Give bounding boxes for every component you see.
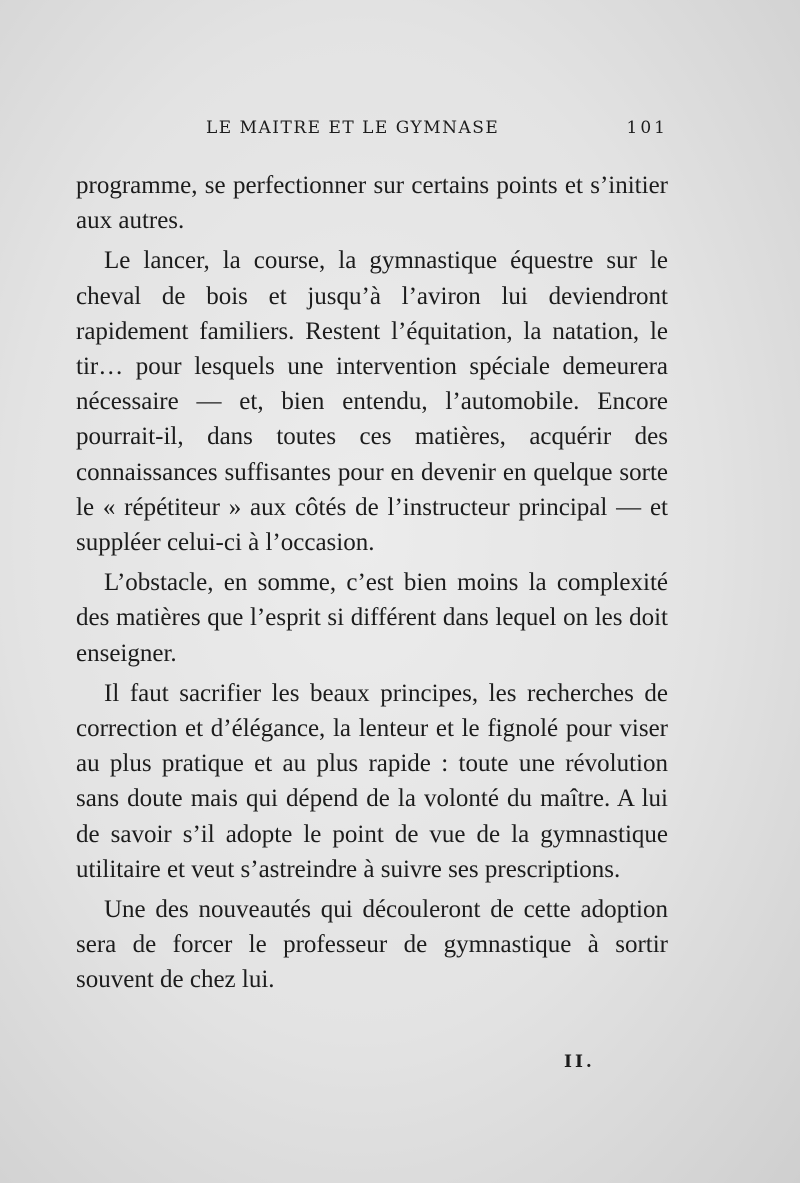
paragraph: L’obstacle, en somme, c’est bien moins la complexité des matières que l’esprit si différent dans lequel on les doit enseigner. — [76, 569, 668, 667]
running-title: LE MAITRE ET LE GYMNASE — [206, 118, 500, 138]
body-text — [76, 168, 668, 998]
page-number: 101 — [626, 118, 668, 138]
paragraph: Le lancer, la course, la gymnastique équestre sur le cheval de bois et jusqu’à l’aviron lui deviendront rapidement familiers. Restent l’équitation, la natation, le tir… pour lesquels une intervention spéciale demeurera nécessaire — et, bien entendu, l’automobile. Encore pourrait-il, dans toutes ces matières, acquérir des connaissances suffisantes pour en devenir en quelque sorte le « répétiteur » aux côtés de l’instructeur principal — et suppléer celui-ci à l’occasion. — [76, 247, 668, 557]
paragraph: Une des nouveautés qui découleront de cette adoption sera de forcer le professeur de gymnastique à sortir souvent de chez lui. — [76, 896, 668, 994]
paragraph-continued: programme, se perfectionner sur certains points et s’initier aux autres. — [76, 172, 668, 235]
signature-mark: II. — [564, 1052, 595, 1072]
paragraph: Il faut sacrifier les beaux principes, les recherches de correction et d’élégance, la lenteur et le fignolé pour viser au plus pratique et au plus rapide : toute une révolution sans doute mais qui dépend de la volonté du maître. A lui de savoir s’il adopte le point de vue de la gymnastique utilitaire et veut s’astreindre à suivre ses prescriptions. — [76, 679, 668, 883]
